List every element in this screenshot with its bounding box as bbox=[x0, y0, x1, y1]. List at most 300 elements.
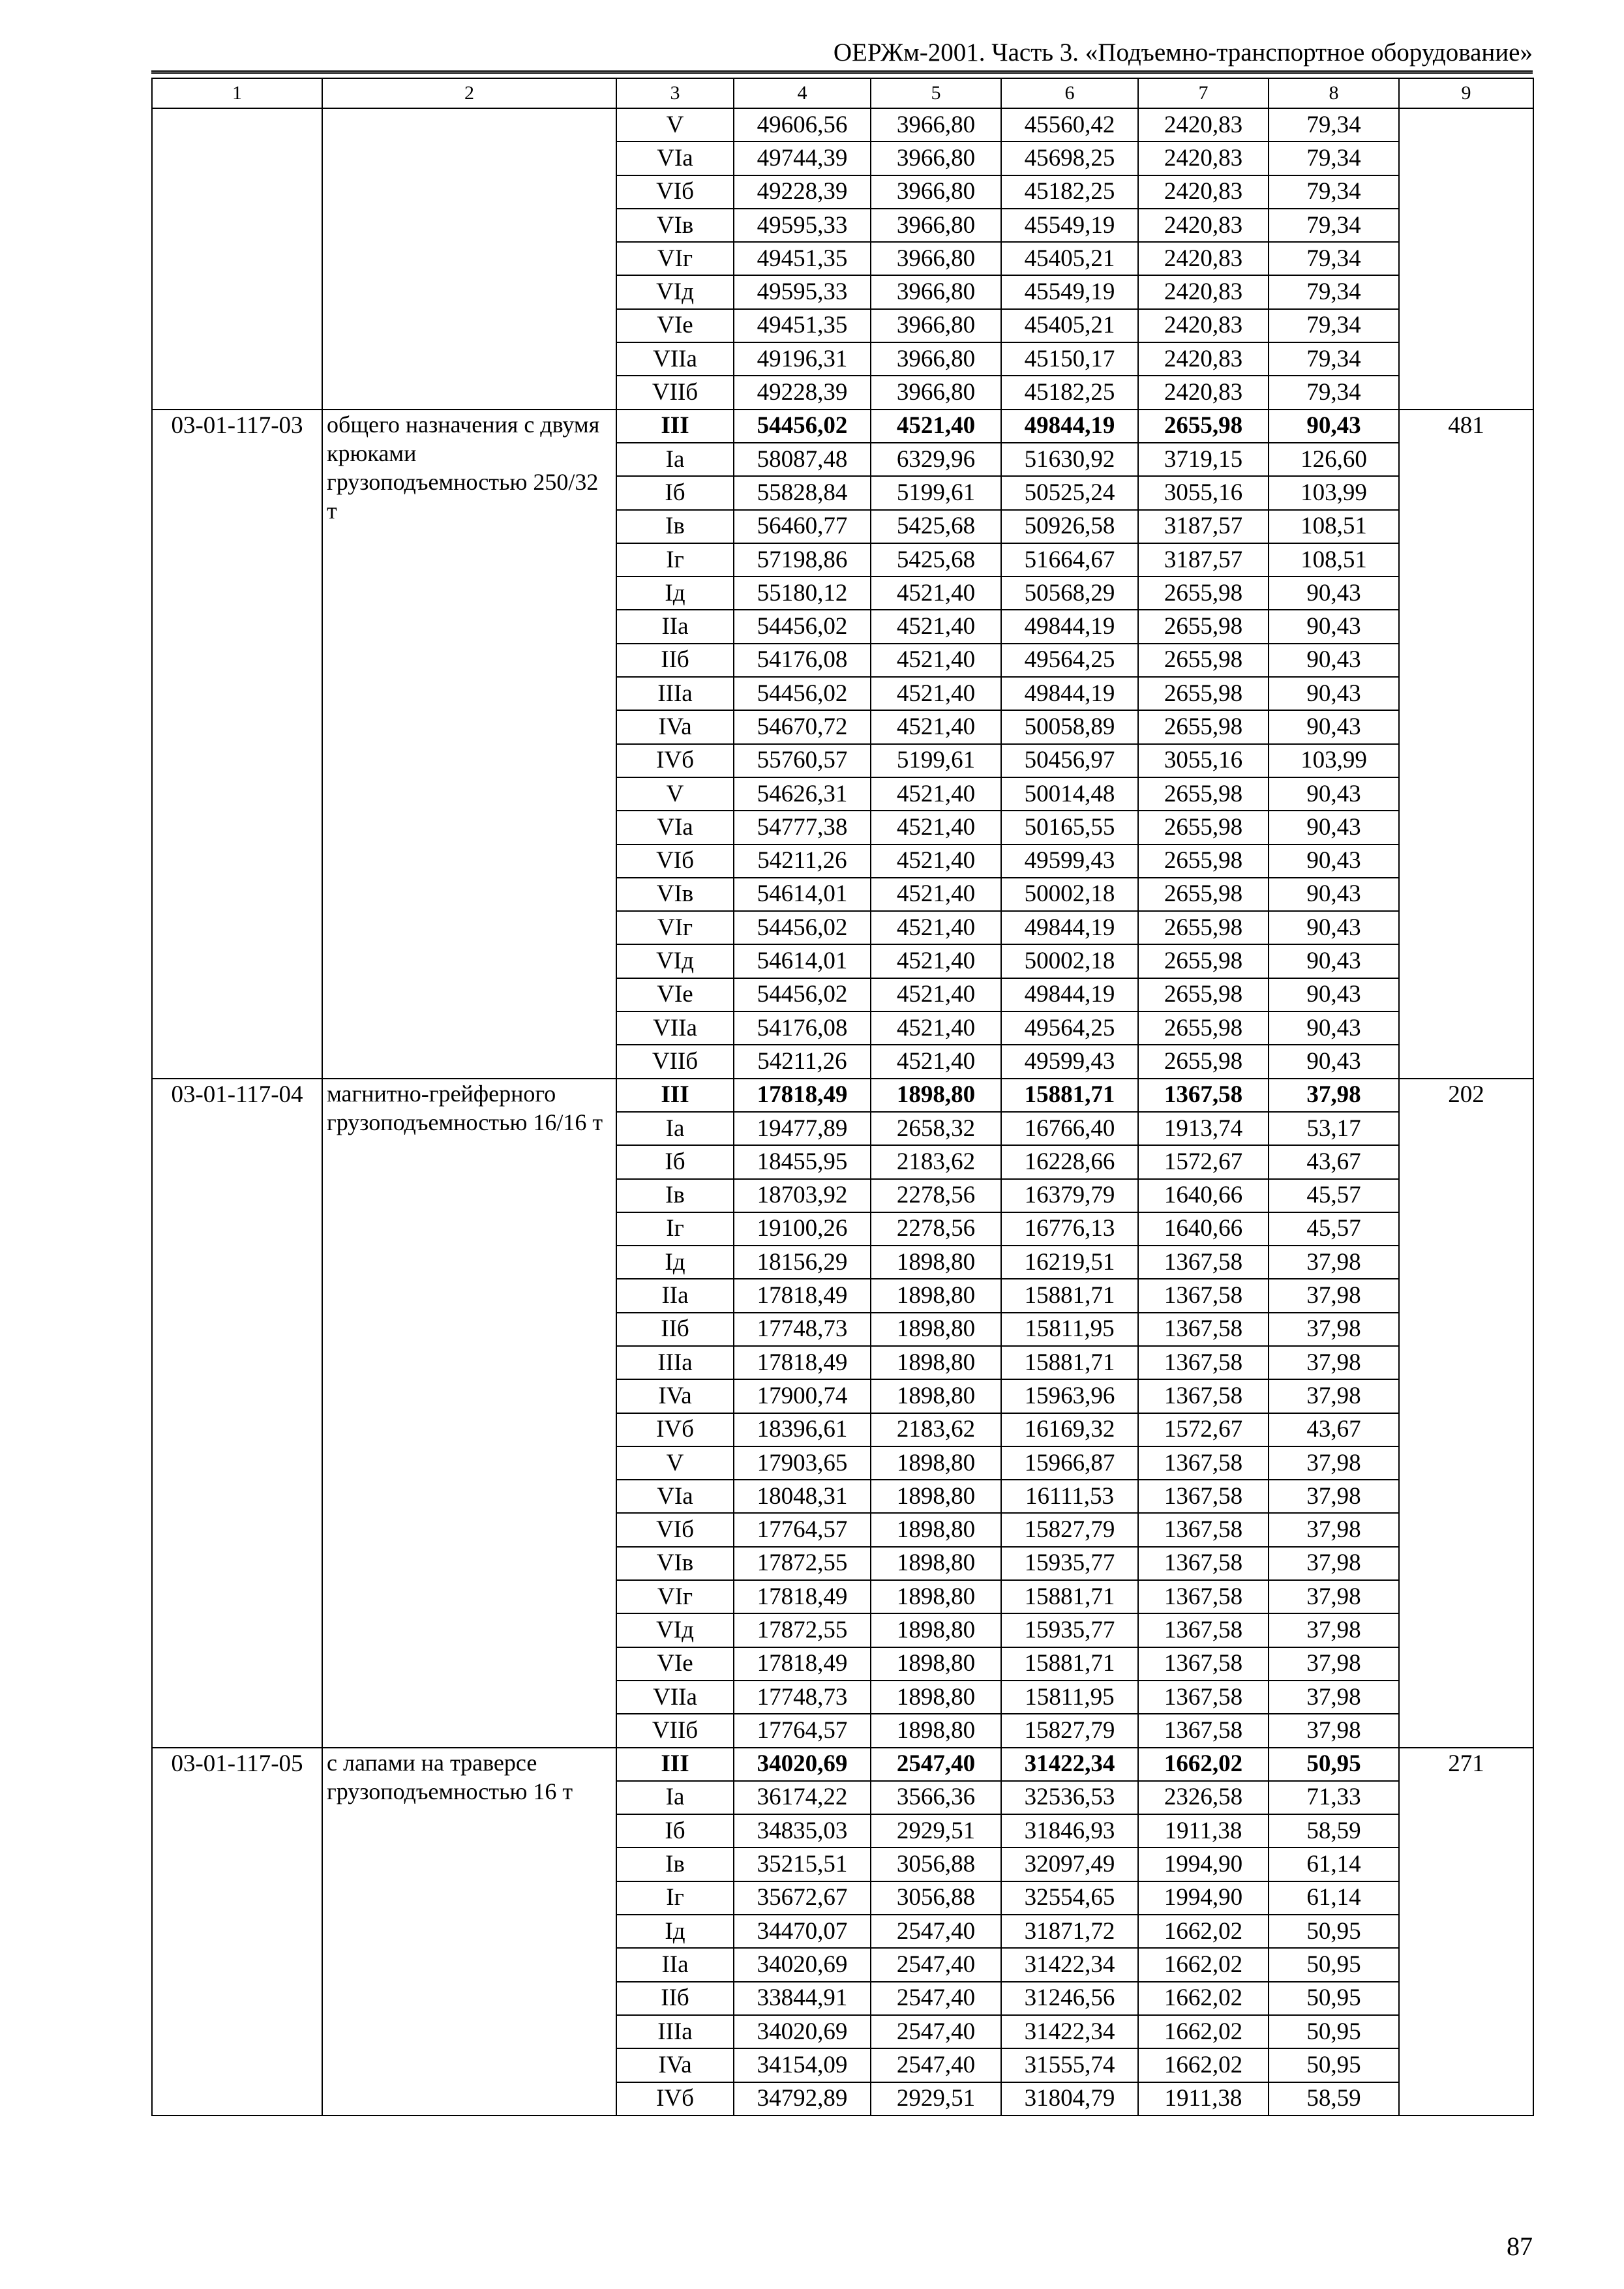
zone-cell: VIг bbox=[616, 1580, 734, 1613]
value-cell: 54176,08 bbox=[734, 644, 871, 677]
value-cell: 50014,48 bbox=[1001, 777, 1138, 811]
value-cell: 37,98 bbox=[1269, 1580, 1399, 1613]
value-cell: 4521,40 bbox=[871, 710, 1001, 743]
item-column-9 bbox=[1399, 108, 1533, 410]
value-cell: 34154,09 bbox=[734, 2048, 871, 2082]
value-cell: 17818,49 bbox=[734, 1079, 871, 1112]
value-cell: 50,95 bbox=[1269, 1982, 1399, 2015]
value-cell: 1898,80 bbox=[871, 1446, 1001, 1480]
value-cell: 2655,98 bbox=[1138, 777, 1269, 811]
value-cell: 1994,90 bbox=[1138, 1848, 1269, 1881]
value-cell: 2420,83 bbox=[1138, 242, 1269, 275]
value-cell: 54626,31 bbox=[734, 777, 871, 811]
value-cell: 1367,58 bbox=[1138, 1714, 1269, 1747]
zone-cell: VIд bbox=[616, 275, 734, 308]
value-cell: 16776,13 bbox=[1001, 1212, 1138, 1246]
value-cell: 1911,38 bbox=[1138, 2082, 1269, 2116]
value-cell: 1367,58 bbox=[1138, 1246, 1269, 1279]
value-cell: 3187,57 bbox=[1138, 543, 1269, 576]
item-description: магнитно-грейферного грузоподъемностью 16/16 т bbox=[322, 1079, 616, 1748]
value-cell: 3966,80 bbox=[871, 376, 1001, 409]
value-cell: 55180,12 bbox=[734, 576, 871, 610]
zone-cell: IIб bbox=[616, 1982, 734, 2015]
value-cell: 1898,80 bbox=[871, 1647, 1001, 1681]
value-cell: 17903,65 bbox=[734, 1446, 871, 1480]
value-cell: 2420,83 bbox=[1138, 142, 1269, 175]
zone-cell: VIд bbox=[616, 1613, 734, 1647]
value-cell: 1898,80 bbox=[871, 1681, 1001, 1714]
value-cell: 90,43 bbox=[1269, 845, 1399, 878]
value-cell: 1662,02 bbox=[1138, 2015, 1269, 2048]
value-cell: 55828,84 bbox=[734, 476, 871, 509]
value-cell: 53,17 bbox=[1269, 1112, 1399, 1145]
value-cell: 17764,57 bbox=[734, 1714, 871, 1747]
value-cell: 2278,56 bbox=[871, 1179, 1001, 1212]
value-cell: 15827,79 bbox=[1001, 1513, 1138, 1546]
value-cell: 1898,80 bbox=[871, 1613, 1001, 1647]
value-cell: 37,98 bbox=[1269, 1379, 1399, 1413]
value-cell: 33844,91 bbox=[734, 1982, 871, 2015]
value-cell: 45698,25 bbox=[1001, 142, 1138, 175]
value-cell: 17748,73 bbox=[734, 1681, 871, 1714]
value-cell: 50165,55 bbox=[1001, 811, 1138, 844]
value-cell: 50,95 bbox=[1269, 2015, 1399, 2048]
value-cell: 2547,40 bbox=[871, 1915, 1001, 1948]
value-cell: 3966,80 bbox=[871, 175, 1001, 209]
item-column-9: 481 bbox=[1399, 410, 1533, 1079]
value-cell: 4521,40 bbox=[871, 677, 1001, 710]
value-cell: 2420,83 bbox=[1138, 342, 1269, 376]
zone-cell: VIa bbox=[616, 1480, 734, 1513]
zone-cell: IVa bbox=[616, 2048, 734, 2082]
value-cell: 1367,58 bbox=[1138, 1446, 1269, 1480]
zone-cell: Iг bbox=[616, 1881, 734, 1915]
value-cell: 1367,58 bbox=[1138, 1379, 1269, 1413]
value-cell: 90,43 bbox=[1269, 576, 1399, 610]
value-cell: 4521,40 bbox=[871, 811, 1001, 844]
value-cell: 1572,67 bbox=[1138, 1145, 1269, 1178]
value-cell: 54456,02 bbox=[734, 677, 871, 710]
item-column-9: 202 bbox=[1399, 1079, 1533, 1748]
item-description bbox=[322, 108, 616, 410]
column-number: 7 bbox=[1138, 78, 1269, 108]
value-cell: 31422,34 bbox=[1001, 1748, 1138, 1781]
value-cell: 3056,88 bbox=[871, 1848, 1001, 1881]
value-cell: 79,34 bbox=[1269, 175, 1399, 209]
value-cell: 90,43 bbox=[1269, 410, 1399, 443]
value-cell: 58,59 bbox=[1269, 1814, 1399, 1848]
value-cell: 19477,89 bbox=[734, 1112, 871, 1145]
value-cell: 37,98 bbox=[1269, 1681, 1399, 1714]
value-cell: 3055,16 bbox=[1138, 744, 1269, 777]
value-cell: 17818,49 bbox=[734, 1647, 871, 1681]
value-cell: 49564,25 bbox=[1001, 644, 1138, 677]
value-cell: 1662,02 bbox=[1138, 1982, 1269, 2015]
value-cell: 71,33 bbox=[1269, 1781, 1399, 1814]
value-cell: 49744,39 bbox=[734, 142, 871, 175]
zone-cell: VIв bbox=[616, 209, 734, 242]
value-cell: 15881,71 bbox=[1001, 1279, 1138, 1312]
value-cell: 2420,83 bbox=[1138, 275, 1269, 308]
zone-cell: VIIa bbox=[616, 342, 734, 376]
value-cell: 2420,83 bbox=[1138, 309, 1269, 342]
value-cell: 3055,16 bbox=[1138, 476, 1269, 509]
value-cell: 6329,96 bbox=[871, 443, 1001, 476]
value-cell: 54456,02 bbox=[734, 410, 871, 443]
value-cell: 90,43 bbox=[1269, 677, 1399, 710]
value-cell: 108,51 bbox=[1269, 510, 1399, 543]
value-cell: 4521,40 bbox=[871, 1045, 1001, 1078]
value-cell: 17764,57 bbox=[734, 1513, 871, 1546]
value-cell: 49451,35 bbox=[734, 242, 871, 275]
value-cell: 1367,58 bbox=[1138, 1681, 1269, 1714]
value-cell: 79,34 bbox=[1269, 309, 1399, 342]
value-cell: 34470,07 bbox=[734, 1915, 871, 1948]
value-cell: 16379,79 bbox=[1001, 1179, 1138, 1212]
column-number-row bbox=[152, 78, 1533, 108]
value-cell: 1367,58 bbox=[1138, 1313, 1269, 1346]
value-cell: 37,98 bbox=[1269, 1647, 1399, 1681]
value-cell: 15881,71 bbox=[1001, 1647, 1138, 1681]
zone-cell: VIe bbox=[616, 1647, 734, 1681]
value-cell: 37,98 bbox=[1269, 1613, 1399, 1647]
zone-cell: VIIб bbox=[616, 376, 734, 409]
value-cell: 18156,29 bbox=[734, 1246, 871, 1279]
value-cell: 37,98 bbox=[1269, 1513, 1399, 1546]
value-cell: 61,14 bbox=[1269, 1848, 1399, 1881]
value-cell: 1662,02 bbox=[1138, 1948, 1269, 1981]
zone-cell: Iв bbox=[616, 1848, 734, 1881]
value-cell: 4521,40 bbox=[871, 610, 1001, 643]
value-cell: 16766,40 bbox=[1001, 1112, 1138, 1145]
column-number: 9 bbox=[1399, 78, 1533, 108]
value-cell: 50,95 bbox=[1269, 1948, 1399, 1981]
value-cell: 4521,40 bbox=[871, 978, 1001, 1011]
value-cell: 2929,51 bbox=[871, 2082, 1001, 2116]
zone-cell: IIIa bbox=[616, 2015, 734, 2048]
value-cell: 49844,19 bbox=[1001, 911, 1138, 944]
value-cell: 49451,35 bbox=[734, 309, 871, 342]
value-cell: 37,98 bbox=[1269, 1246, 1399, 1279]
value-cell: 79,34 bbox=[1269, 376, 1399, 409]
value-cell: 37,98 bbox=[1269, 1313, 1399, 1346]
value-cell: 3056,88 bbox=[871, 1881, 1001, 1915]
value-cell: 49606,56 bbox=[734, 108, 871, 142]
value-cell: 1898,80 bbox=[871, 1246, 1001, 1279]
value-cell: 45182,25 bbox=[1001, 376, 1138, 409]
value-cell: 1898,80 bbox=[871, 1580, 1001, 1613]
value-cell: 2655,98 bbox=[1138, 944, 1269, 978]
value-cell: 54670,72 bbox=[734, 710, 871, 743]
value-cell: 1367,58 bbox=[1138, 1613, 1269, 1647]
zone-cell: VIIб bbox=[616, 1045, 734, 1078]
zone-cell: III bbox=[616, 1079, 734, 1112]
value-cell: 50456,97 bbox=[1001, 744, 1138, 777]
zone-cell: VIг bbox=[616, 242, 734, 275]
zone-cell: IIб bbox=[616, 1313, 734, 1346]
value-cell: 36174,22 bbox=[734, 1781, 871, 1814]
value-cell: 16219,51 bbox=[1001, 1246, 1138, 1279]
value-cell: 5425,68 bbox=[871, 510, 1001, 543]
value-cell: 15881,71 bbox=[1001, 1580, 1138, 1613]
page-header: ОЕРЖм-2001. Часть 3. «Подъемно-транспортное оборудование» bbox=[151, 37, 1533, 74]
value-cell: 1913,74 bbox=[1138, 1112, 1269, 1145]
value-cell: 31246,56 bbox=[1001, 1982, 1138, 2015]
value-cell: 50,95 bbox=[1269, 1915, 1399, 1948]
value-cell: 4521,40 bbox=[871, 576, 1001, 610]
value-cell: 54614,01 bbox=[734, 878, 871, 911]
value-cell: 15827,79 bbox=[1001, 1714, 1138, 1747]
value-cell: 2655,98 bbox=[1138, 978, 1269, 1011]
value-cell: 45549,19 bbox=[1001, 209, 1138, 242]
value-cell: 37,98 bbox=[1269, 1547, 1399, 1580]
value-cell: 2278,56 bbox=[871, 1212, 1001, 1246]
value-cell: 18048,31 bbox=[734, 1480, 871, 1513]
table-row bbox=[152, 1748, 1533, 1781]
value-cell: 32536,53 bbox=[1001, 1781, 1138, 1814]
value-cell: 2929,51 bbox=[871, 1814, 1001, 1848]
zone-cell: VIв bbox=[616, 878, 734, 911]
zone-cell: Iб bbox=[616, 1814, 734, 1848]
zone-cell: Iг bbox=[616, 1212, 734, 1246]
value-cell: 57198,86 bbox=[734, 543, 871, 576]
value-cell: 51630,92 bbox=[1001, 443, 1138, 476]
value-cell: 4521,40 bbox=[871, 644, 1001, 677]
value-cell: 2547,40 bbox=[871, 2015, 1001, 2048]
zone-cell: Iг bbox=[616, 543, 734, 576]
value-cell: 2420,83 bbox=[1138, 108, 1269, 142]
value-cell: 2547,40 bbox=[871, 2048, 1001, 2082]
value-cell: 1367,58 bbox=[1138, 1547, 1269, 1580]
value-cell: 58087,48 bbox=[734, 443, 871, 476]
value-cell: 90,43 bbox=[1269, 1045, 1399, 1078]
zone-cell: Ia bbox=[616, 443, 734, 476]
value-cell: 2655,98 bbox=[1138, 610, 1269, 643]
value-cell: 49228,39 bbox=[734, 175, 871, 209]
value-cell: 15966,87 bbox=[1001, 1446, 1138, 1480]
value-cell: 50002,18 bbox=[1001, 878, 1138, 911]
zone-cell: Iв bbox=[616, 1179, 734, 1212]
value-cell: 2547,40 bbox=[871, 1748, 1001, 1781]
value-cell: 4521,40 bbox=[871, 410, 1001, 443]
value-cell: 2420,83 bbox=[1138, 376, 1269, 409]
value-cell: 54456,02 bbox=[734, 610, 871, 643]
value-cell: 2326,58 bbox=[1138, 1781, 1269, 1814]
value-cell: 2655,98 bbox=[1138, 911, 1269, 944]
value-cell: 2547,40 bbox=[871, 1948, 1001, 1981]
zone-cell: VIб bbox=[616, 1513, 734, 1546]
value-cell: 15881,71 bbox=[1001, 1079, 1138, 1112]
value-cell: 4521,40 bbox=[871, 878, 1001, 911]
value-cell: 37,98 bbox=[1269, 1480, 1399, 1513]
value-cell: 79,34 bbox=[1269, 108, 1399, 142]
value-cell: 31871,72 bbox=[1001, 1915, 1138, 1948]
value-cell: 103,99 bbox=[1269, 744, 1399, 777]
value-cell: 49228,39 bbox=[734, 376, 871, 409]
zone-cell: VIa bbox=[616, 142, 734, 175]
value-cell: 49599,43 bbox=[1001, 845, 1138, 878]
zone-cell: IVб bbox=[616, 1413, 734, 1446]
value-cell: 90,43 bbox=[1269, 710, 1399, 743]
value-cell: 79,34 bbox=[1269, 209, 1399, 242]
value-cell: 37,98 bbox=[1269, 1346, 1399, 1379]
value-cell: 54211,26 bbox=[734, 1045, 871, 1078]
value-cell: 3187,57 bbox=[1138, 510, 1269, 543]
value-cell: 15811,95 bbox=[1001, 1681, 1138, 1714]
zone-cell: III bbox=[616, 1748, 734, 1781]
value-cell: 18703,92 bbox=[734, 1179, 871, 1212]
value-cell: 35215,51 bbox=[734, 1848, 871, 1881]
zone-cell: VIe bbox=[616, 309, 734, 342]
value-cell: 1367,58 bbox=[1138, 1513, 1269, 1546]
value-cell: 3566,36 bbox=[871, 1781, 1001, 1814]
value-cell: 49844,19 bbox=[1001, 978, 1138, 1011]
item-code: 03-01-117-04 bbox=[152, 1079, 322, 1748]
value-cell: 2655,98 bbox=[1138, 710, 1269, 743]
item-description: с лапами на траверсе грузоподъемностью 16 т bbox=[322, 1748, 616, 2116]
value-cell: 34835,03 bbox=[734, 1814, 871, 1848]
value-cell: 50568,29 bbox=[1001, 576, 1138, 610]
value-cell: 1367,58 bbox=[1138, 1346, 1269, 1379]
price-table bbox=[151, 78, 1534, 2116]
zone-cell: VIг bbox=[616, 911, 734, 944]
value-cell: 1367,58 bbox=[1138, 1480, 1269, 1513]
value-cell: 2655,98 bbox=[1138, 845, 1269, 878]
zone-cell: Iб bbox=[616, 476, 734, 509]
value-cell: 1898,80 bbox=[871, 1346, 1001, 1379]
value-cell: 79,34 bbox=[1269, 342, 1399, 376]
value-cell: 90,43 bbox=[1269, 811, 1399, 844]
value-cell: 1911,38 bbox=[1138, 1814, 1269, 1848]
value-cell: 31422,34 bbox=[1001, 2015, 1138, 2048]
value-cell: 49595,33 bbox=[734, 275, 871, 308]
page-number: 87 bbox=[1507, 2232, 1533, 2261]
value-cell: 55760,57 bbox=[734, 744, 871, 777]
zone-cell: VIв bbox=[616, 1547, 734, 1580]
value-cell: 45405,21 bbox=[1001, 309, 1138, 342]
value-cell: 90,43 bbox=[1269, 978, 1399, 1011]
value-cell: 16169,32 bbox=[1001, 1413, 1138, 1446]
zone-cell: IIIa bbox=[616, 677, 734, 710]
column-number: 4 bbox=[734, 78, 871, 108]
value-cell: 15811,95 bbox=[1001, 1313, 1138, 1346]
value-cell: 1898,80 bbox=[871, 1313, 1001, 1346]
value-cell: 3966,80 bbox=[871, 309, 1001, 342]
value-cell: 15881,71 bbox=[1001, 1346, 1138, 1379]
item-code: 03-01-117-05 bbox=[152, 1748, 322, 2116]
value-cell: 2655,98 bbox=[1138, 677, 1269, 710]
value-cell: 2655,98 bbox=[1138, 811, 1269, 844]
value-cell: 1662,02 bbox=[1138, 1915, 1269, 1948]
value-cell: 90,43 bbox=[1269, 911, 1399, 944]
zone-cell: Iд bbox=[616, 1915, 734, 1948]
value-cell: 37,98 bbox=[1269, 1279, 1399, 1312]
zone-cell: VIIб bbox=[616, 1714, 734, 1747]
zone-cell: IIa bbox=[616, 610, 734, 643]
value-cell: 17872,55 bbox=[734, 1613, 871, 1647]
value-cell: 45549,19 bbox=[1001, 275, 1138, 308]
value-cell: 45,57 bbox=[1269, 1179, 1399, 1212]
zone-cell: Iб bbox=[616, 1145, 734, 1178]
value-cell: 45,57 bbox=[1269, 1212, 1399, 1246]
value-cell: 49595,33 bbox=[734, 209, 871, 242]
value-cell: 31422,34 bbox=[1001, 1948, 1138, 1981]
value-cell: 2655,98 bbox=[1138, 1045, 1269, 1078]
value-cell: 2655,98 bbox=[1138, 878, 1269, 911]
zone-cell: VIe bbox=[616, 978, 734, 1011]
value-cell: 45150,17 bbox=[1001, 342, 1138, 376]
zone-cell: VIIa bbox=[616, 1011, 734, 1045]
value-cell: 1367,58 bbox=[1138, 1580, 1269, 1613]
column-number: 8 bbox=[1269, 78, 1399, 108]
value-cell: 1898,80 bbox=[871, 1279, 1001, 1312]
value-cell: 3966,80 bbox=[871, 108, 1001, 142]
value-cell: 1898,80 bbox=[871, 1547, 1001, 1580]
value-cell: 54614,01 bbox=[734, 944, 871, 978]
value-cell: 15963,96 bbox=[1001, 1379, 1138, 1413]
value-cell: 50,95 bbox=[1269, 2048, 1399, 2082]
value-cell: 49844,19 bbox=[1001, 610, 1138, 643]
value-cell: 49844,19 bbox=[1001, 677, 1138, 710]
value-cell: 50,95 bbox=[1269, 1748, 1399, 1781]
value-cell: 34792,89 bbox=[734, 2082, 871, 2116]
value-cell: 90,43 bbox=[1269, 944, 1399, 978]
zone-cell: V bbox=[616, 1446, 734, 1480]
value-cell: 1367,58 bbox=[1138, 1279, 1269, 1312]
value-cell: 4521,40 bbox=[871, 1011, 1001, 1045]
value-cell: 2420,83 bbox=[1138, 209, 1269, 242]
value-cell: 2655,98 bbox=[1138, 644, 1269, 677]
zone-cell: IVa bbox=[616, 1379, 734, 1413]
value-cell: 19100,26 bbox=[734, 1212, 871, 1246]
column-number: 6 bbox=[1001, 78, 1138, 108]
value-cell: 1662,02 bbox=[1138, 2048, 1269, 2082]
value-cell: 90,43 bbox=[1269, 610, 1399, 643]
value-cell: 45405,21 bbox=[1001, 242, 1138, 275]
value-cell: 1367,58 bbox=[1138, 1079, 1269, 1112]
value-cell: 126,60 bbox=[1269, 443, 1399, 476]
value-cell: 17818,49 bbox=[734, 1346, 871, 1379]
value-cell: 2420,83 bbox=[1138, 175, 1269, 209]
zone-cell: Iд bbox=[616, 1246, 734, 1279]
value-cell: 58,59 bbox=[1269, 2082, 1399, 2116]
value-cell: 2183,62 bbox=[871, 1145, 1001, 1178]
value-cell: 90,43 bbox=[1269, 644, 1399, 677]
zone-cell: IIIa bbox=[616, 1346, 734, 1379]
value-cell: 1898,80 bbox=[871, 1079, 1001, 1112]
zone-cell: Iд bbox=[616, 576, 734, 610]
value-cell: 54777,38 bbox=[734, 811, 871, 844]
value-cell: 17900,74 bbox=[734, 1379, 871, 1413]
value-cell: 17818,49 bbox=[734, 1279, 871, 1312]
value-cell: 2655,98 bbox=[1138, 410, 1269, 443]
value-cell: 79,34 bbox=[1269, 142, 1399, 175]
value-cell: 3966,80 bbox=[871, 242, 1001, 275]
zone-cell: IIa bbox=[616, 1279, 734, 1312]
table-row bbox=[152, 1079, 1533, 1112]
value-cell: 90,43 bbox=[1269, 878, 1399, 911]
value-cell: 2183,62 bbox=[871, 1413, 1001, 1446]
value-cell: 90,43 bbox=[1269, 1011, 1399, 1045]
value-cell: 49564,25 bbox=[1001, 1011, 1138, 1045]
value-cell: 1572,67 bbox=[1138, 1413, 1269, 1446]
zone-cell: VIд bbox=[616, 944, 734, 978]
value-cell: 4521,40 bbox=[871, 777, 1001, 811]
column-number: 1 bbox=[152, 78, 322, 108]
value-cell: 49599,43 bbox=[1001, 1045, 1138, 1078]
value-cell: 32097,49 bbox=[1001, 1848, 1138, 1881]
value-cell: 56460,77 bbox=[734, 510, 871, 543]
